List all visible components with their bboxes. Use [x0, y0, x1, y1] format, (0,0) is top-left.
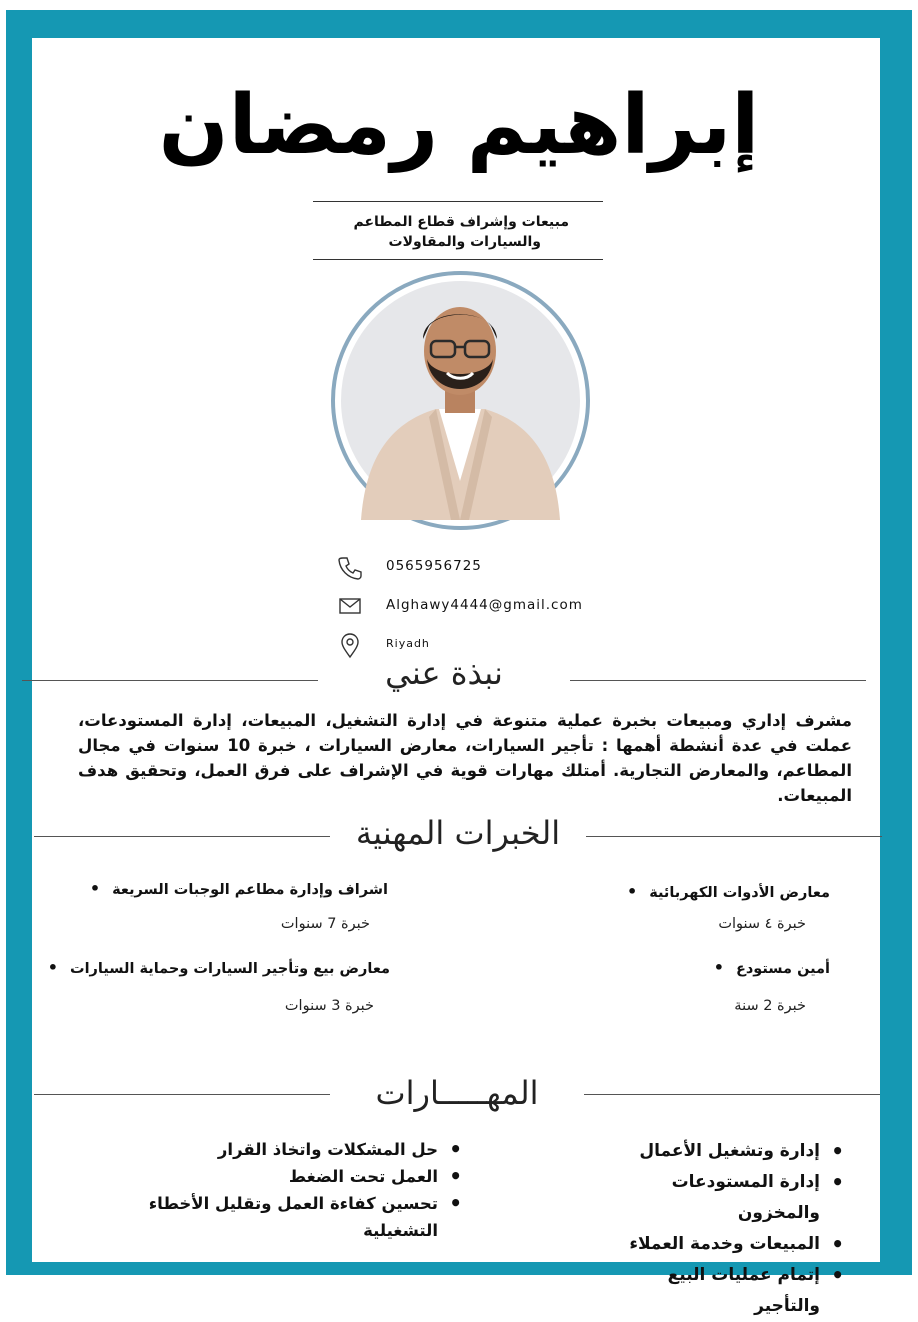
phone-number: 0565956725	[386, 558, 482, 574]
skill-item: • المبيعات وخدمة العملاء	[596, 1229, 846, 1260]
skill-item: • حل المشكلات واتخاذ القرار	[120, 1136, 464, 1163]
experience-item-years: خبرة 3 سنوات	[284, 998, 374, 1014]
experience-item-title: معارض بيع وتأجير السيارات وحماية السيارات •	[20, 958, 390, 977]
profile-photo-image	[341, 281, 580, 520]
subtitle-top-rule	[313, 201, 603, 202]
subtitle-line-2: والسيارات والمقاولات	[388, 234, 541, 250]
experience-item-years: خبرة ٤ سنوات	[718, 916, 806, 932]
experience-item-title: اشراف وإدارة مطاعم الوجبات السريعة •	[40, 879, 388, 898]
phone-icon	[337, 555, 363, 581]
about-rule-left	[22, 680, 318, 681]
experience-item-title: معارض الأدوات الكهربائية •	[560, 882, 830, 901]
experience-item-years: خبرة 2 سنة	[734, 998, 806, 1014]
experience-rule-right	[586, 836, 882, 837]
experience-item-years: خبرة 7 سنوات	[280, 916, 370, 932]
location-text: Riyadh	[386, 637, 430, 650]
experience-item-title: أمين مستودع •	[560, 958, 830, 977]
skills-rule-right	[584, 1094, 880, 1095]
subtitle-line-1: مبيعات وإشراف قطاع المطاعم	[353, 214, 569, 230]
skill-item: • إدارة وتشغيل الأعمال	[596, 1136, 846, 1167]
skill-item: • إتمام عمليات البيع والتأجير	[596, 1260, 846, 1322]
experience-rule-left	[34, 836, 330, 837]
skill-item: • إدارة المستودعات والمخزون	[596, 1167, 846, 1229]
about-text: مشرف إداري ومبيعات بخبرة عملية متنوعة في إدارة التشغيل، المبيعات، إدارة المستودعات، عملت في عدة أنشطة أهمها : تأجير السيارات، معارض السيارات ، خبرة 10 سنوات في مجال المطاعم، والمعارض التجارية. أمتلك مهارات قوية في الإشراف على فرق العمل، وتحقيق هدف المبيعات.	[78, 711, 852, 805]
email-address: Alghawy4444@gmail.com	[386, 597, 583, 613]
about-rule-right	[570, 680, 866, 681]
skills-section-title: المهـــــارات	[375, 1074, 539, 1112]
candidate-name: إبراهيم رمضان	[158, 78, 760, 173]
skills-rule-left	[34, 1094, 330, 1095]
mail-icon	[337, 593, 363, 619]
experience-section-title: الخبرات المهنية	[355, 814, 561, 852]
skill-item: • تحسين كفاءة العمل وتقليل الأخطاء التشغيلية	[120, 1190, 464, 1244]
skills-list-right	[596, 1136, 846, 1322]
job-subtitle	[313, 212, 569, 252]
subtitle-bottom-rule	[313, 259, 603, 260]
skill-item: • العمل تحت الضغط	[120, 1163, 464, 1190]
profile-photo	[331, 271, 590, 530]
skills-list-left	[120, 1136, 464, 1244]
about-section-title: نبذة عني	[385, 654, 503, 692]
